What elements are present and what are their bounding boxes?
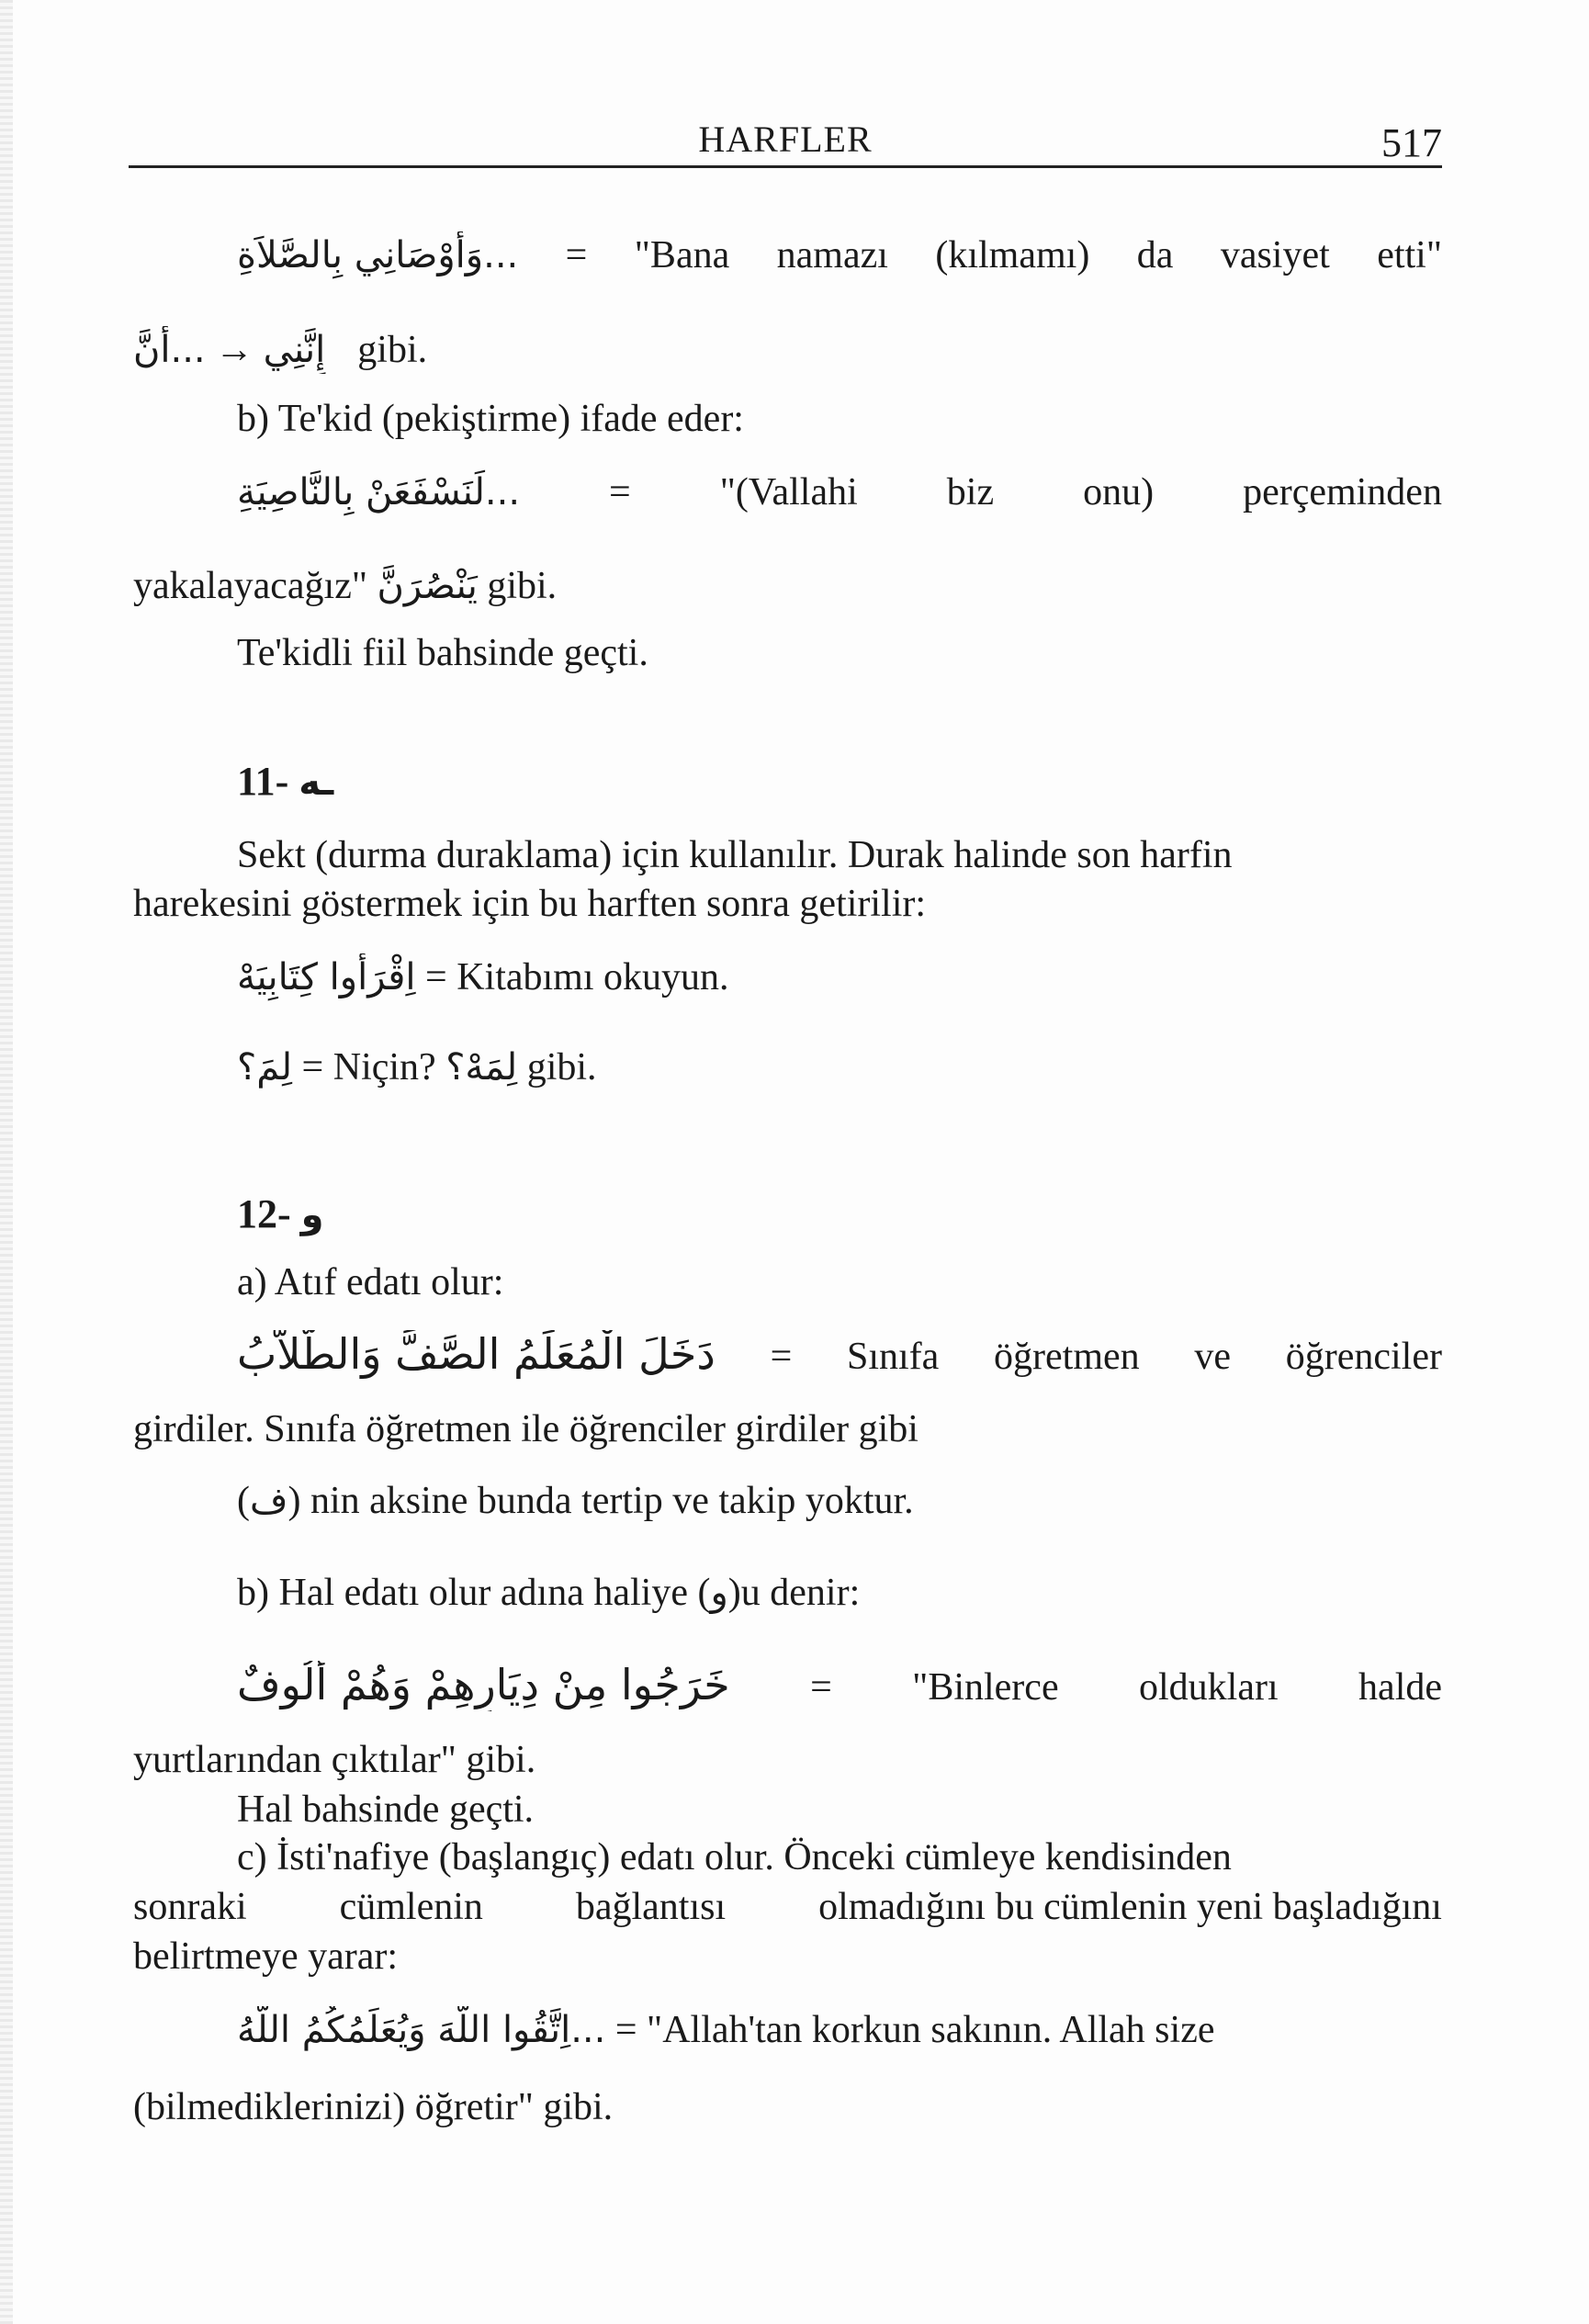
equals-sign: =	[770, 1336, 793, 1378]
arabic-example: ...اِتَّقُوا اللَّهَ وَيُعَلِّمُكُمُ اللَّهُ	[237, 2009, 606, 2051]
word: oldukları	[1139, 1666, 1279, 1709]
text: = "Allah'tan korkun sakının. Allah size	[614, 2009, 1215, 2051]
paragraph-line: c) İsti'nafiye (başlangıç) edatı olur. Önceki cümleye kendisinden	[237, 1836, 1232, 1878]
page-header	[129, 112, 1442, 167]
word: biz	[946, 471, 995, 513]
paragraph-line: Sekt (durma duraklama) için kullanılır. Durak halinde son harfin	[237, 834, 1233, 876]
text: = Niçin?	[301, 1046, 436, 1089]
example-line-kharaju	[237, 1661, 1442, 1711]
arabic-example: يَنْصُرَنَّ	[377, 565, 478, 607]
word: onu)	[1083, 471, 1155, 513]
header-rule	[129, 165, 1442, 168]
text: yakalayacağız"	[133, 565, 367, 607]
example-line-dakhala	[237, 1330, 1442, 1381]
word: "Binlerce	[912, 1666, 1059, 1709]
arabic-example: إِنَّنِي	[263, 329, 326, 371]
paragraph-line	[237, 1569, 1442, 1617]
arabic-example: ...لَنَسْفَعَنْ بِالنَّاصِيَةِ	[237, 471, 521, 513]
paragraph-line	[237, 1477, 1442, 1525]
word: etti"	[1377, 234, 1442, 276]
arabic-example: ...أَنَّ	[133, 329, 206, 371]
scan-edge	[0, 0, 13, 2324]
paragraph-line: Te'kidli fiil bahsinde geçti.	[237, 632, 648, 674]
text: b) Hal edatı olur adına haliye (	[237, 1572, 711, 1614]
paragraph-line: Hal bahsinde geçti.	[237, 1788, 535, 1831]
text: gibi.	[487, 565, 558, 607]
example-line-vasiyet	[237, 231, 1442, 279]
arabic-example: لِمَ؟	[237, 1046, 293, 1089]
example-line-lime	[237, 1044, 1442, 1091]
example-line-nasfaan	[237, 468, 1442, 516]
example-line-ittaqu	[237, 2006, 1442, 2054]
example-line-kitabiyeh	[237, 953, 1442, 1001]
text: ) nin aksine bunda tertip ve takip yoktur.	[287, 1480, 914, 1522]
text: olmadığını bu cümlenin yeni başladığını	[818, 1886, 1442, 1928]
arabic-example: خَرَجُوا مِنْ دِيَارِهِمْ وَهُمْ أُلُوفٌ	[237, 1661, 730, 1709]
paragraph-line: harekesini göstermek için bu harften sonra getirilir:	[133, 883, 927, 925]
paragraph-line: (bilmediklerinizi) öğretir" gibi.	[133, 2086, 614, 2128]
arabic-example: ...وَأَوْصَانِي بِالصَّلاَةِ	[237, 234, 519, 276]
paragraph-line	[133, 562, 1442, 610]
equals-sign: =	[565, 234, 588, 276]
word: perçeminden	[1243, 471, 1442, 513]
page-number: 517	[1381, 120, 1442, 165]
arabic-letter: و	[710, 1572, 728, 1614]
text: gibi.	[526, 1046, 597, 1089]
example-line-inneni	[133, 326, 1442, 374]
text: = Kitabımı okuyun.	[425, 956, 729, 998]
word: da	[1136, 234, 1174, 276]
arabic-example: لِمَهْ؟	[445, 1046, 518, 1089]
paragraph-line: belirtmeye yarar:	[133, 1935, 399, 1978]
word: öğrenciler	[1285, 1336, 1442, 1378]
word: namazı	[776, 234, 888, 276]
equals-sign: =	[810, 1666, 832, 1709]
arrow-icon: →	[215, 329, 254, 371]
arabic-example: اِقْرَأُوا كِتَابِيَهْ	[237, 956, 416, 998]
arabic-letter: ـه	[299, 762, 334, 804]
word: "(Vallahi	[719, 471, 858, 513]
paragraph-line: b) Te'kid (pekiştirme) ifade eder:	[237, 398, 744, 440]
arabic-letter: ف	[250, 1480, 288, 1522]
paragraph-line: a) Atıf edatı olur:	[237, 1261, 504, 1303]
section-number: 12-	[237, 1191, 291, 1236]
word: (kılmamı)	[935, 234, 1090, 276]
running-title: HARFLER	[698, 118, 873, 160]
word: halde	[1358, 1666, 1442, 1709]
text: )u denir:	[727, 1572, 861, 1614]
word: sonraki	[133, 1886, 247, 1928]
text: (	[237, 1480, 250, 1522]
equals-sign: =	[609, 471, 631, 513]
paragraph-line: girdiler. Sınıfa öğretmen ile öğrenciler girdiler gibi	[133, 1408, 918, 1450]
paragraph-line	[133, 1883, 1442, 1931]
arabic-letter: و	[300, 1194, 324, 1236]
arabic-example: دَخَلَ الْمُعَلِّمُ الصَّفَّ وَالطُّلاَّبُ	[237, 1330, 716, 1379]
word: Sınıfa	[846, 1336, 940, 1378]
section-heading-11	[237, 758, 1442, 807]
word: "Bana	[634, 234, 730, 276]
word: öğretmen	[994, 1336, 1140, 1378]
word: cümlenin	[339, 1886, 483, 1928]
word: ve	[1194, 1336, 1232, 1378]
word: vasiyet	[1220, 234, 1330, 276]
section-heading-12	[237, 1190, 1442, 1239]
section-number: 11-	[237, 759, 289, 804]
word: bağlantısı	[575, 1886, 727, 1928]
text: gibi.	[357, 329, 428, 371]
paragraph-line: yurtlarından çıktılar" gibi.	[133, 1739, 536, 1781]
